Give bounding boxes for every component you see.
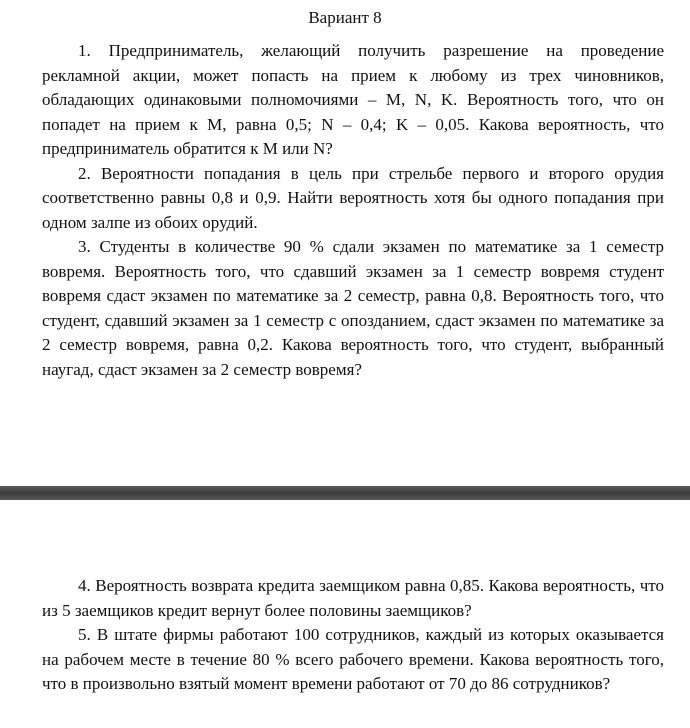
document-page-bottom (0, 500, 690, 728)
problem-1: 1. Предприниматель, желающий получить разрешение на проведение рекламной акции, может попасть на прием к любому из трех чиновников, обладающих одинаковыми полномочиями – M, N, K. Вероятность того, что он попадет на прием к M, равна 0,5; N – 0,4; K – 0,05. Какова вероятность, что предприниматель обратится к M или N? (42, 41, 664, 158)
problem-3: 3. Студенты в количестве 90 % сдали экзамен по математике за 1 семестр вовремя. Вероятность того, что сдавший экзамен за 1 семестр вовремя студент вовремя сдаст экзамен по математике за 2 семестр, равна 0,8. Вероятность того, что студент, сдавший экзамен за 1 семестр с опозданием, сдаст экзамен по математике за 2 семестр вовремя, равна 0,2. Какова вероятность того, что студент, выбранный наугад, сдаст экзамен за 2 семестр вовремя? (42, 237, 664, 379)
problem-5: 5. В штате фирмы работают 100 сотрудников, каждый из которых оказывается на рабочем месте в течение 80 % всего рабочего времени. Какова вероятность того, что в произвольно взятый момент времени работают от 70 до 86 сотрудников? (42, 625, 664, 693)
problem-list-top (42, 39, 664, 382)
page-break-divider (0, 486, 690, 500)
problem-2: 2. Вероятности попадания в цель при стрельбе первого и второго орудия соответственно равны 0,8 и 0,9. Найти вероятность хотя бы одного попадания при одном залпе из обоих орудий. (42, 163, 664, 232)
problem-4: 4. Вероятность возврата кредита заемщиком равна 0,85. Какова вероятность, что из 5 заемщиков кредит вернут более половины заемщиков? (42, 576, 664, 620)
problem-list-bottom (42, 574, 664, 697)
variant-title: Вариант 8 (308, 8, 382, 27)
